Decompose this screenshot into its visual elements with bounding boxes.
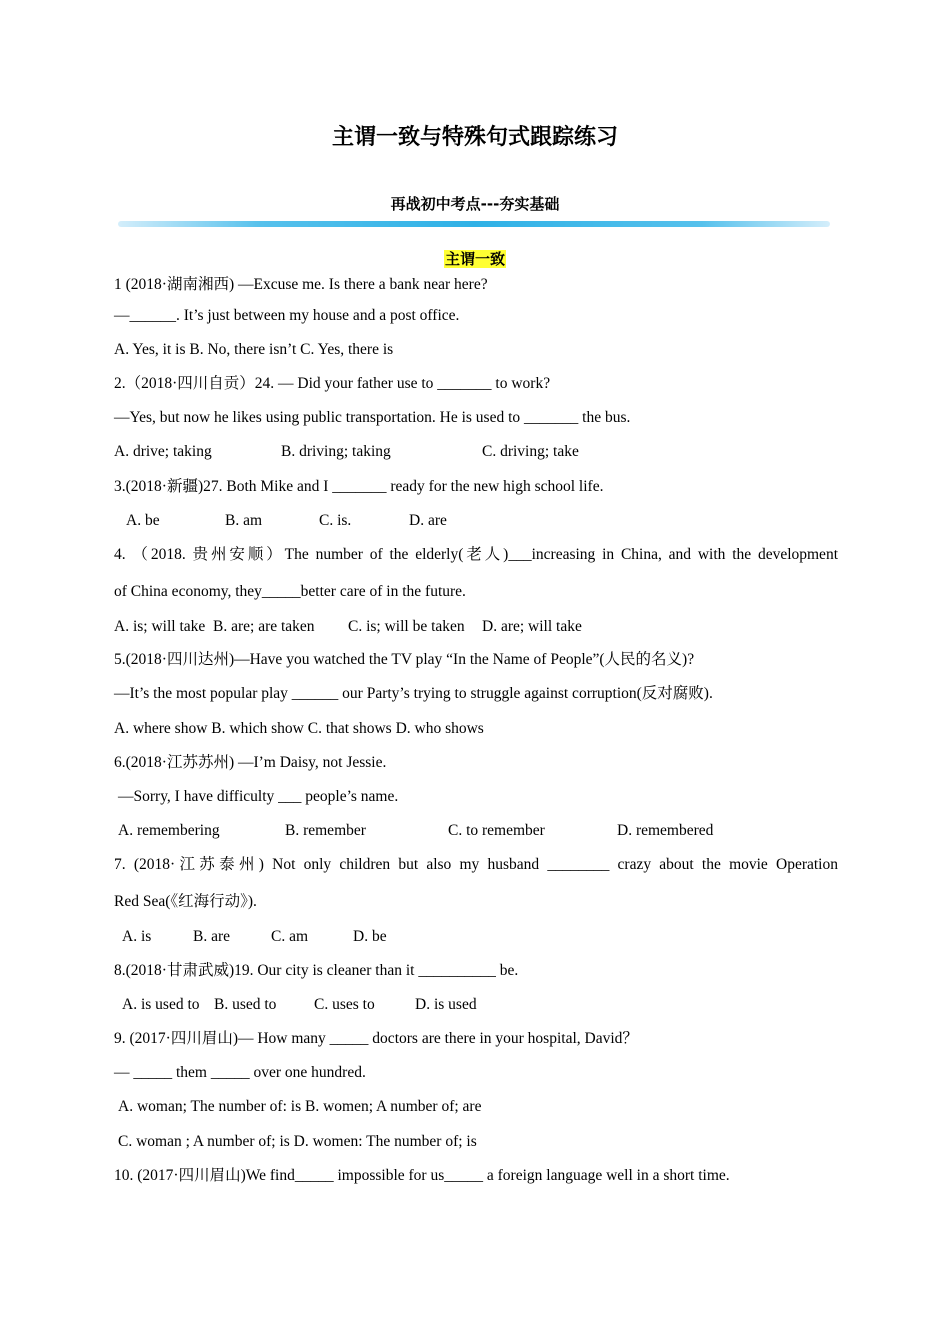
page-subtitle: 再战初中考点---夯实基础 <box>390 195 560 213</box>
question-6-stem-2: —Sorry, I have difficulty ___ people’s name. <box>118 788 399 805</box>
question-3-option-b: B. am <box>225 512 263 529</box>
decorative-divider-bar <box>118 221 830 227</box>
question-3-option-d: D. are <box>409 512 447 529</box>
question-5-stem: 5.(2018·四川达州)—Have you watched the TV play “In the Name of People”(人民的名义)? <box>114 651 695 668</box>
question-6-option-a: A. remembering <box>118 822 220 839</box>
question-2-stem-2: —Yes, but now he likes using public transportation. He is used to _______ the bus. <box>114 409 631 426</box>
question-10-stem: 10. (2017·四川眉山)We find_____ impossible for us_____ a foreign language well in a short time. <box>114 1167 730 1184</box>
question-7-option-a: A. is <box>122 928 152 945</box>
question-8-option-d: D. is used <box>415 996 477 1013</box>
question-1-options: A. Yes, it is B. No, there isn’t C. Yes, there is <box>114 341 394 358</box>
question-4-stem-2: of China economy, they_____better care of in the future. <box>114 583 466 600</box>
question-9-stem: 9. (2017·四川眉山)— How many _____ doctors are there in your hospital, David？ <box>114 1030 638 1047</box>
question-4-option-d: D. are; will take <box>482 618 582 635</box>
question-8-stem: 8.(2018·甘肃武威)19. Our city is cleaner than it __________ be. <box>114 962 519 979</box>
section-heading <box>0 248 950 269</box>
question-2-option-c: C. driving; take <box>482 443 579 460</box>
question-6-stem: 6.(2018·江苏苏州) —I’m Daisy, not Jessie. <box>114 754 387 771</box>
question-7-option-c: C. am <box>271 928 309 945</box>
question-7-option-b: B. are <box>193 928 231 945</box>
section-heading-text: 主谓一致 <box>444 250 505 268</box>
question-4-option-a: A. is; will take <box>114 618 206 635</box>
question-9-options-ab: A. woman; The number of: is B. women; A number of; are <box>118 1098 482 1115</box>
question-8-option-c: C. uses to <box>314 996 375 1013</box>
question-9-options-cd: C. woman ; A number of; is D. women: The number of; is <box>118 1133 477 1150</box>
page-title: 主谓一致与特殊句式跟踪练习 <box>331 125 618 150</box>
question-4-option-c: C. is; will be taken <box>348 618 465 635</box>
question-6-option-b: B. remember <box>285 822 366 839</box>
question-4-stem: 4. （2018. 贵州安顺）The number of the elderly(老人)___increasing in China, and with the development <box>114 546 838 563</box>
question-3-option-a: A. be <box>126 512 160 529</box>
question-1-stem: 1 (2018·湖南湘西) —Excuse me. Is there a bank near here? <box>114 276 488 293</box>
question-3-option-c: C. is. <box>319 512 352 529</box>
question-7-stem-2: Red Sea(《红海行动》). <box>114 893 257 910</box>
question-2-stem: 2.（2018·四川自贡）24. — Did your father use to _______ to work? <box>114 375 551 392</box>
question-8-option-b: B. used to <box>214 996 277 1013</box>
question-8-option-a: A. is used to <box>122 996 200 1013</box>
question-1-stem-2: —______. It’s just between my house and a post office. <box>114 307 460 324</box>
question-2-option-b: B. driving; taking <box>281 443 391 460</box>
question-5-stem-2: —It’s the most popular play ______ our Party’s trying to struggle against corruption(反对腐败). <box>114 685 713 702</box>
question-7-option-d: D. be <box>353 928 387 945</box>
question-5-options: A. where show B. which show C. that shows D. who shows <box>114 720 484 737</box>
question-2-option-a: A. drive; taking <box>114 443 212 460</box>
question-6-option-c: C. to remember <box>448 822 545 839</box>
question-7-stem: 7. (2018·江苏泰州) Not only children but also my husband ________ crazy about the movie Operation <box>114 856 838 873</box>
question-9-stem-2: — _____ them _____ over one hundred. <box>114 1064 366 1081</box>
question-3-stem: 3.(2018·新疆)27. Both Mike and I _______ ready for the new high school life. <box>114 478 604 495</box>
question-4-option-b: B. are; are taken <box>213 618 315 635</box>
question-6-option-d: D. remembered <box>617 822 714 839</box>
